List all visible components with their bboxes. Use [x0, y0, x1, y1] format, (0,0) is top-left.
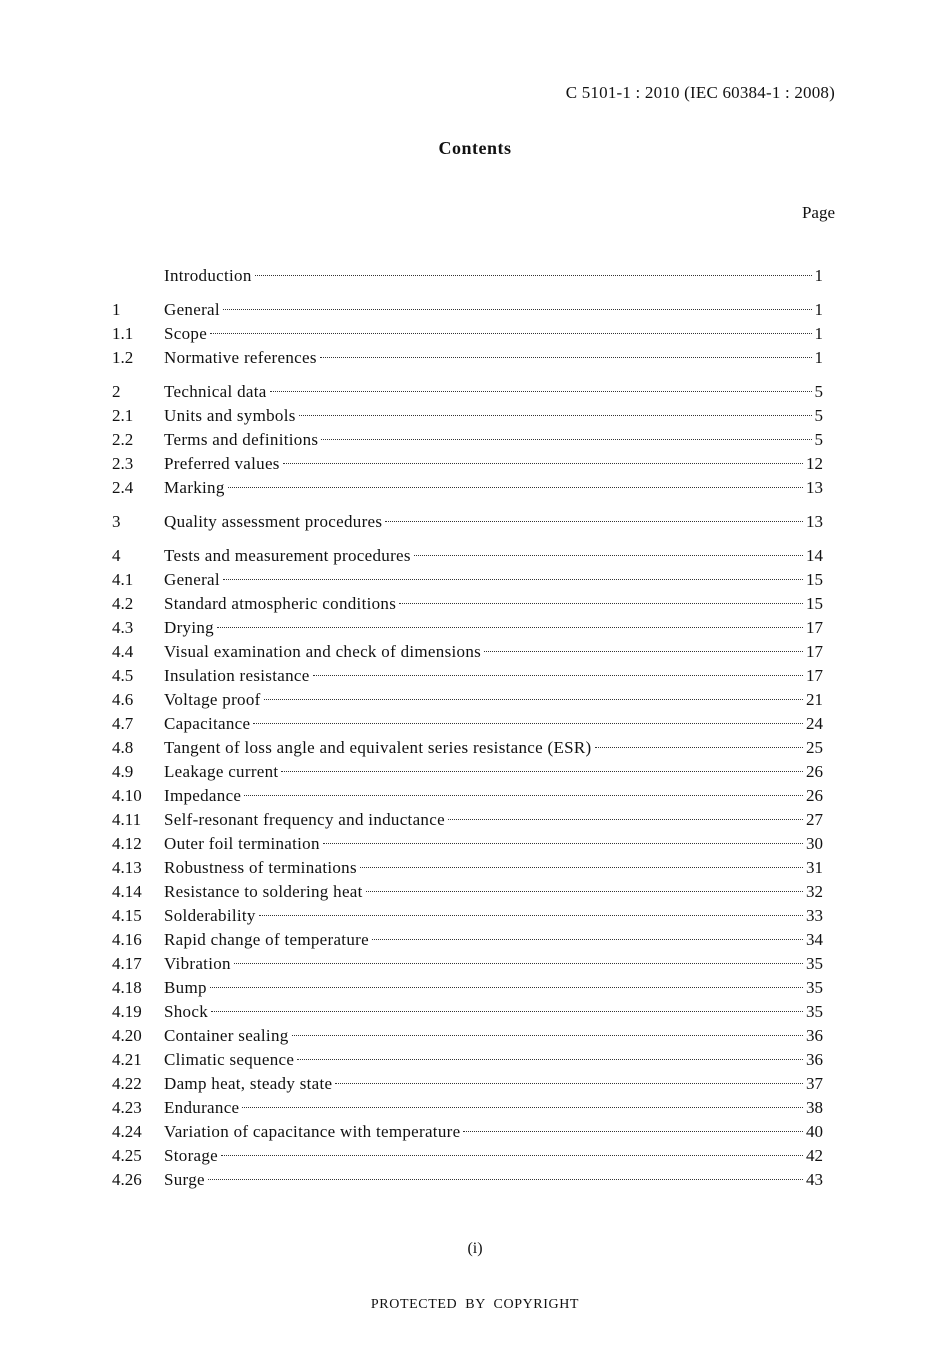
toc-entry-number: 4.24: [112, 1122, 142, 1141]
toc-entry-title: Vibration: [164, 954, 231, 973]
toc-entry[interactable]: [112, 856, 823, 880]
toc-entry-title: Introduction: [164, 266, 252, 285]
toc-entry-number: 4.14: [112, 882, 142, 901]
toc-entry-title: Container sealing: [164, 1026, 289, 1045]
toc-entry-number: 1: [112, 300, 121, 319]
toc-entry-title: Normative references: [164, 348, 317, 367]
toc-entry-title: Tangent of loss angle and equivalent series resistance (ESR): [164, 738, 592, 757]
toc-entry-page: 37: [806, 1074, 823, 1093]
toc-entry[interactable]: [112, 976, 823, 1000]
toc-dot-leader: [360, 867, 803, 868]
toc-entry-page: 32: [806, 882, 823, 901]
toc-entry-number: 2: [112, 382, 121, 401]
toc-dot-leader: [253, 723, 803, 724]
toc-dot-leader: [221, 1155, 803, 1156]
toc-entry[interactable]: [112, 688, 823, 712]
toc-dot-leader: [264, 699, 803, 700]
toc-entry-title: Solderability: [164, 906, 256, 925]
toc-entry[interactable]: [112, 952, 823, 976]
toc-entry-number: 2.2: [112, 430, 134, 449]
toc-dot-leader: [372, 939, 803, 940]
toc-entry[interactable]: [112, 616, 823, 640]
toc-entry-number: 4.26: [112, 1170, 142, 1189]
toc-entry-title: Damp heat, steady state: [164, 1074, 333, 1093]
toc-dot-leader: [448, 819, 803, 820]
toc-entry-number: 4.25: [112, 1146, 142, 1165]
table-of-contents: [112, 264, 823, 1202]
toc-entry-title: Bump: [164, 978, 207, 997]
toc-entry-page: 15: [806, 594, 823, 613]
toc-entry[interactable]: [112, 544, 823, 568]
toc-dot-leader: [297, 1059, 803, 1060]
toc-entry-title: Visual examination and check of dimensions: [164, 642, 482, 661]
toc-entry-number: 3: [112, 512, 121, 531]
toc-dot-leader: [255, 275, 812, 276]
toc-entry[interactable]: [112, 1144, 823, 1168]
toc-entry-page: 17: [806, 666, 823, 685]
toc-entry-number: 1.2: [112, 348, 134, 367]
toc-entry-page: 42: [806, 1146, 823, 1165]
toc-entry[interactable]: [112, 1096, 823, 1120]
toc-entry-page: 5: [814, 382, 823, 401]
toc-dot-leader: [366, 891, 803, 892]
toc-entry-title: Insulation resistance: [164, 666, 310, 685]
toc-entry-number: 4.12: [112, 834, 142, 853]
toc-entry-number: 4.19: [112, 1002, 142, 1021]
toc-entry[interactable]: [112, 568, 823, 592]
toc-entry-number: 4.6: [112, 690, 134, 709]
toc-section-group: [112, 264, 823, 288]
toc-entry[interactable]: [112, 880, 823, 904]
toc-entry-page: 13: [806, 512, 823, 531]
toc-dot-leader: [208, 1179, 803, 1180]
toc-entry-page: 26: [806, 786, 823, 805]
toc-dot-leader: [321, 439, 811, 440]
toc-entry-title: Units and symbols: [164, 406, 296, 425]
toc-entry-number: 4.15: [112, 906, 142, 925]
toc-entry-number: 4.5: [112, 666, 134, 685]
toc-entry-title: Resistance to soldering heat: [164, 882, 363, 901]
toc-entry-page: 38: [806, 1098, 823, 1117]
toc-entry-title: Rapid change of temperature: [164, 930, 369, 949]
toc-entry-number: 4: [112, 546, 121, 565]
toc-dot-leader: [223, 309, 812, 310]
toc-entry[interactable]: [112, 510, 823, 534]
toc-dot-leader: [223, 579, 803, 580]
page-title: Contents: [438, 138, 512, 158]
toc-dot-leader: [211, 1011, 803, 1012]
toc-dot-leader: [335, 1083, 803, 1084]
toc-entry-number: 4.2: [112, 594, 134, 613]
toc-entry-number: 4.7: [112, 714, 134, 733]
toc-entry-title: Preferred values: [164, 454, 280, 473]
toc-entry-title: Variation of capacitance with temperature: [164, 1122, 461, 1141]
toc-entry-title: Shock: [164, 1002, 208, 1021]
toc-entry-page: 12: [806, 454, 823, 473]
toc-entry-title: Tests and measurement procedures: [164, 546, 411, 565]
toc-entry-title: Capacitance: [164, 714, 251, 733]
toc-entry-page: 35: [806, 1002, 823, 1021]
toc-entry-title: Leakage current: [164, 762, 279, 781]
toc-dot-leader: [320, 357, 812, 358]
page-column-label: Page: [801, 203, 835, 222]
toc-entry[interactable]: [112, 380, 823, 404]
toc-entry-page: 13: [806, 478, 823, 497]
toc-section-group: [112, 544, 823, 1192]
toc-entry[interactable]: [112, 904, 823, 928]
toc-entry-page: 35: [806, 954, 823, 973]
toc-entry-title: Marking: [164, 478, 225, 497]
toc-entry[interactable]: [112, 928, 823, 952]
toc-entry-page: 1: [814, 324, 823, 343]
toc-dot-leader: [259, 915, 803, 916]
footer-page-number: (i): [467, 1240, 483, 1257]
toc-dot-leader: [399, 603, 803, 604]
toc-entry-number: 4.8: [112, 738, 134, 757]
toc-entry-page: 27: [806, 810, 823, 829]
toc-dot-leader: [234, 963, 803, 964]
toc-entry[interactable]: [112, 664, 823, 688]
toc-entry-page: 25: [806, 738, 823, 757]
toc-entry-page: 26: [806, 762, 823, 781]
toc-dot-leader: [244, 795, 803, 796]
toc-entry[interactable]: [112, 404, 823, 428]
toc-entry-number: 4.22: [112, 1074, 142, 1093]
toc-entry-page: 24: [806, 714, 823, 733]
toc-entry-number: 4.11: [112, 810, 142, 829]
toc-entry-page: 17: [806, 642, 823, 661]
toc-entry-title: Terms and definitions: [164, 430, 319, 449]
toc-entry-page: 33: [806, 906, 823, 925]
toc-entry-number: 4.23: [112, 1098, 142, 1117]
toc-entry-page: 5: [814, 430, 823, 449]
toc-entry[interactable]: [112, 346, 823, 370]
toc-entry[interactable]: [112, 298, 823, 322]
toc-entry-page: 35: [806, 978, 823, 997]
toc-entry-title: General: [164, 570, 220, 589]
toc-entry-number: 4.4: [112, 642, 134, 661]
toc-entry[interactable]: [112, 452, 823, 476]
toc-entry-title: Scope: [164, 324, 208, 343]
toc-entry-number: 4.10: [112, 786, 142, 805]
toc-entry-title: Self-resonant frequency and inductance: [164, 810, 445, 829]
toc-dot-leader: [228, 487, 803, 488]
toc-entry-page: 1: [814, 266, 823, 285]
toc-entry-page: 1: [814, 348, 823, 367]
toc-entry[interactable]: [112, 264, 823, 288]
toc-entry[interactable]: [112, 640, 823, 664]
toc-entry[interactable]: [112, 1048, 823, 1072]
toc-dot-leader: [385, 521, 803, 522]
toc-entry-number: 4.17: [112, 954, 142, 973]
toc-entry-title: Technical data: [164, 382, 267, 401]
toc-entry[interactable]: [112, 1024, 823, 1048]
toc-entry-page: 30: [806, 834, 823, 853]
toc-entry[interactable]: [112, 1072, 823, 1096]
toc-entry[interactable]: [112, 476, 823, 500]
toc-dot-leader: [414, 555, 803, 556]
toc-section-group: [112, 510, 823, 534]
toc-dot-leader: [217, 627, 803, 628]
toc-dot-leader: [484, 651, 803, 652]
toc-entry-number: 4.9: [112, 762, 134, 781]
toc-entry-title: Climatic sequence: [164, 1050, 295, 1069]
toc-dot-leader: [242, 1107, 803, 1108]
toc-entry-page: 43: [806, 1170, 823, 1189]
toc-dot-leader: [323, 843, 803, 844]
toc-entry[interactable]: [112, 832, 823, 856]
copyright-notice: PROTECTED BY COPYRIGHT: [370, 1297, 580, 1312]
toc-section-group: [112, 298, 823, 370]
toc-entry-title: Storage: [164, 1146, 219, 1165]
toc-entry-title: Quality assessment procedures: [164, 512, 383, 531]
toc-entry-title: Surge: [164, 1170, 205, 1189]
toc-entry-page: 5: [814, 406, 823, 425]
toc-entry-number: 4.16: [112, 930, 142, 949]
toc-section-group: [112, 380, 823, 500]
toc-entry[interactable]: [112, 712, 823, 736]
toc-entry-title: Endurance: [164, 1098, 240, 1117]
toc-entry-page: 21: [806, 690, 823, 709]
toc-entry-number: 4.20: [112, 1026, 142, 1045]
toc-dot-leader: [463, 1131, 803, 1132]
toc-dot-leader: [313, 675, 803, 676]
toc-entry[interactable]: [112, 760, 823, 784]
toc-entry[interactable]: [112, 428, 823, 452]
toc-entry-title: Impedance: [164, 786, 242, 805]
toc-entry-title: Voltage proof: [164, 690, 261, 709]
toc-entry-number: 4.1: [112, 570, 134, 589]
toc-entry-title: Drying: [164, 618, 214, 637]
toc-entry[interactable]: [112, 1000, 823, 1024]
toc-entry[interactable]: [112, 1120, 823, 1144]
toc-entry-number: 2.4: [112, 478, 134, 497]
toc-entry-page: 17: [806, 618, 823, 637]
toc-entry-number: 4.18: [112, 978, 142, 997]
toc-entry-title: Robustness of terminations: [164, 858, 357, 877]
toc-dot-leader: [283, 463, 803, 464]
document-reference: C 5101-1 : 2010 (IEC 60384-1 : 2008): [565, 83, 835, 102]
toc-dot-leader: [292, 1035, 803, 1036]
toc-dot-leader: [299, 415, 812, 416]
toc-entry[interactable]: [112, 784, 823, 808]
toc-dot-leader: [210, 333, 811, 334]
toc-entry-page: 15: [806, 570, 823, 589]
toc-entry[interactable]: [112, 592, 823, 616]
toc-entry-number: 4.13: [112, 858, 142, 877]
toc-entry-number: 4.3: [112, 618, 134, 637]
toc-entry[interactable]: [112, 1168, 823, 1192]
toc-entry-title: General: [164, 300, 220, 319]
toc-dot-leader: [595, 747, 803, 748]
toc-entry-number: 2.3: [112, 454, 134, 473]
toc-entry[interactable]: [112, 736, 823, 760]
toc-entry-page: 34: [806, 930, 823, 949]
toc-entry-title: Standard atmospheric conditions: [164, 594, 397, 613]
toc-entry-page: 31: [806, 858, 823, 877]
toc-entry-page: 1: [814, 300, 823, 319]
toc-entry[interactable]: [112, 322, 823, 346]
toc-entry-number: 1.1: [112, 324, 134, 343]
toc-entry-number: 2.1: [112, 406, 134, 425]
toc-entry-page: 14: [806, 546, 823, 565]
toc-dot-leader: [210, 987, 803, 988]
toc-entry-page: 40: [806, 1122, 823, 1141]
toc-entry-page: 36: [806, 1026, 823, 1045]
toc-entry[interactable]: [112, 808, 823, 832]
toc-entry-page: 36: [806, 1050, 823, 1069]
toc-dot-leader: [281, 771, 803, 772]
toc-dot-leader: [270, 391, 812, 392]
toc-entry-number: 4.21: [112, 1050, 142, 1069]
toc-entry-title: Outer foil termination: [164, 834, 320, 853]
